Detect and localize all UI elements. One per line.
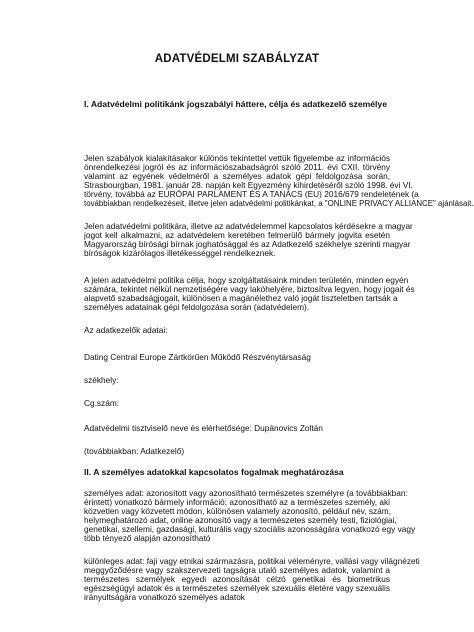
section-2-heading: II. A személyes adatokkal kapcsolatos fogalmak meghatározása xyxy=(84,467,344,477)
s2-p1-line-3: közvetlen vagy közvetett módon, különösen valamely azonosító, például név, szám, xyxy=(84,506,392,516)
s2-p1-line-5: genetikai, szellemi, gazdasági, kulturális vagy szociális azonosságára vonatkozó egy vagy xyxy=(84,524,416,534)
s1-p2-line-1: Jelen adatvédelmi politikára, illetve az adatvédelemmel kapcsolatos kérdésekre a magyar xyxy=(84,221,413,231)
s2-p2-line-5: irányultságára vonatkozó személyes adatok xyxy=(84,592,245,602)
hereinafter-note: (továbbiakban: Adatkezelő) xyxy=(84,446,185,456)
s1-p1-line-6: továbbiakban rendelkezéseit, illetve jelen adatvédelmi politikánkat, a "ONLINE PRIVACY ALLIANCE" ajánlásait. xyxy=(84,199,474,208)
company-name: Dating Central Europe Zártkörűen Működő Részvénytársaság xyxy=(84,352,311,362)
s2-p2-line-2: meggyőződésre vagy szakszervezeti tagságra utaló személyes adatok, valamint a xyxy=(84,565,390,575)
section-1-heading: I. Adatvédelmi politikánk jogszabályi háttere, célja és adatkezelő személye xyxy=(84,99,387,109)
s1-p2-line-4: bíróságok kizárólagos illetékességgel rendelkeznek. xyxy=(84,248,276,258)
s1-p2-line-2: jogot kell alkalmazni, az adatvédelem keretében felmerülő bármely jogvita esetén xyxy=(84,230,390,240)
s1-p2-line-3: Magyarország bírósági bírnak joghatósággal és az Adatkezelő székhelye szerinti magyar xyxy=(84,239,411,249)
s1-p3-line-1: A jelen adatvédelmi politika célja, hogy szolgáltatásaink minden területén, minden egyén xyxy=(84,275,409,285)
s1-p3-line-2: számára, tekintet nélkül nemzetiségére vagy lakóhelyére, biztosítva legyen, hogy jogait és xyxy=(84,284,415,294)
s1-p1-line-4: Strasbourgban, 1981. január 28. napján kelt Egyezmény kihirdetéséről szóló 1998. évi VI. xyxy=(84,180,413,190)
controller-label: Az adatkezelők adatai: xyxy=(84,325,168,335)
s2-p2-line-1: különleges adat: faji vagy etnikai származásra, politikai véleményre, vallási vagy világnézeti xyxy=(84,556,420,566)
document-title: ADATVÉDELMI SZABÁLYZAT xyxy=(154,53,320,65)
s1-p1-line-2: önrendelkezési jogról és az információszabadságról szóló 2011. évi CXII. törvény xyxy=(84,162,390,172)
dpo-line: Adatvédelmi tisztviselő neve és elérhetősége: Dupánovics Zoltán xyxy=(84,423,323,433)
s2-p2-line-4: egészségügyi adatok és a természetes személyek szexuális életére vagy szexuális xyxy=(84,583,390,593)
registration-label: Cg.szám: xyxy=(84,398,120,408)
s1-p3-line-4: személyes adatainak gépi feldolgozása során (adatvédelem). xyxy=(84,302,310,312)
s1-p1-line-5: törvény, továbbá az EURÓPAI PARLAMENT ÉS A TANÁCS (EU) 2016/679 rendeletének (a xyxy=(84,189,419,199)
s1-p1-line-3: valamint az egyének védelméről a személyes adatok gépi feldolgozása során, xyxy=(84,171,390,181)
s2-p1-line-2: érintett) vonatkozó bármely információ; azonosítható az a természetes személy, aki xyxy=(84,497,390,507)
s1-p3-line-3: alapvető szabadságjogait, különösen a magánélethez való jogát tiszteletben tartsák a xyxy=(84,293,398,303)
seat-label: székhely: xyxy=(84,375,119,385)
s1-p1-line-1: Jelen szabályok kialakításakor különös tekintettel vettük figyelembe az információs xyxy=(84,153,390,163)
s2-p2-line-3: természetes személyek egyedi azonosítását célzó genetikai és biometrikus xyxy=(84,574,390,584)
s2-p1-line-6: több tényező alapján azonosítható xyxy=(84,533,211,543)
s2-p1-line-4: helymeghatározó adat, online azonosító vagy a természetes személy testi, fiziológiai, xyxy=(84,515,397,525)
s2-p1-line-1: személyes adat: azonosított vagy azonosítható természetes személyre (a továbbiakban: xyxy=(84,488,408,498)
